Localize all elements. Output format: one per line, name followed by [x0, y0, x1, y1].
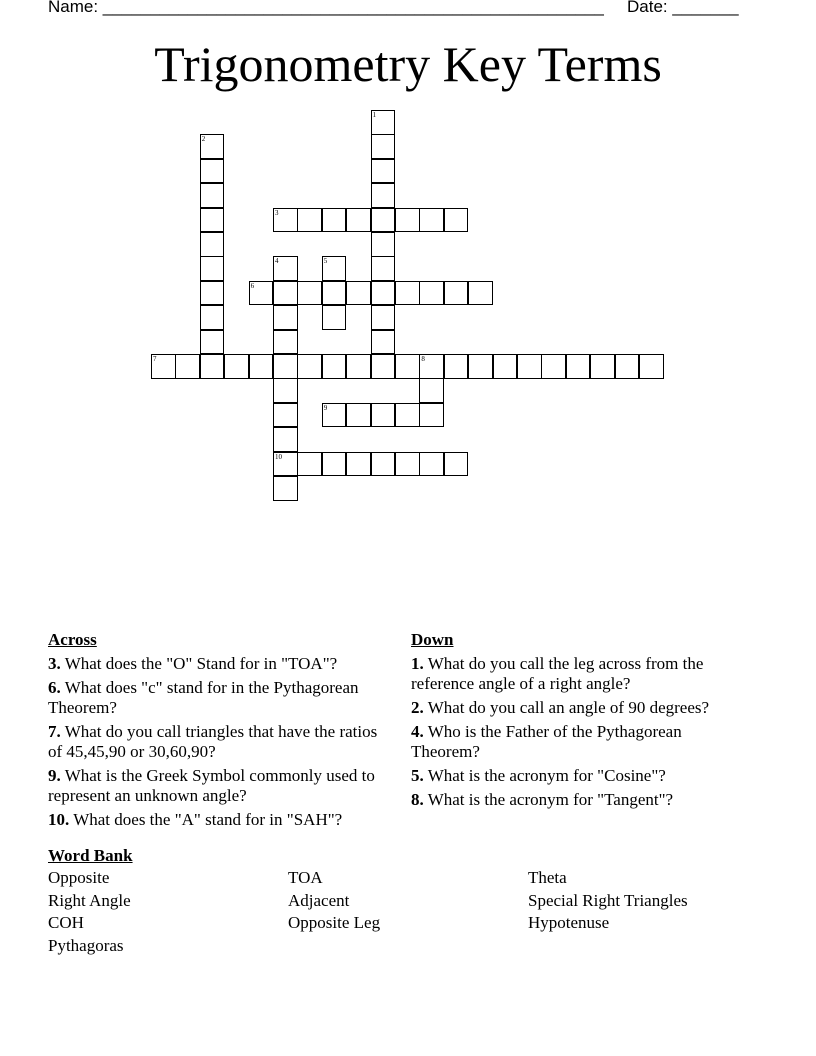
crossword-cell[interactable]	[297, 354, 322, 379]
crossword-cell[interactable]	[371, 330, 396, 355]
crossword-cell[interactable]	[371, 208, 396, 233]
crossword-cell[interactable]	[200, 256, 225, 281]
crossword-cell[interactable]	[517, 354, 542, 379]
clue-text: What does the "A" stand for in "SAH"?	[73, 810, 343, 829]
crossword-cell[interactable]	[273, 452, 298, 477]
clue-text: What do you call the leg across from the reference angle of a right angle?	[411, 654, 704, 693]
crossword-cell[interactable]	[541, 354, 566, 379]
clue-number: 8.	[411, 790, 424, 809]
across-clue	[48, 810, 393, 830]
across-clue	[48, 722, 393, 762]
cell-number: 4	[275, 257, 279, 266]
crossword-cell[interactable]	[444, 452, 469, 477]
crossword-cell[interactable]	[371, 183, 396, 208]
crossword-cell[interactable]	[200, 232, 225, 257]
cell-number: 1	[372, 111, 377, 119]
crossword-cell[interactable]	[371, 110, 396, 135]
down-clues	[411, 630, 741, 814]
crossword-cell[interactable]	[322, 281, 347, 306]
crossword-cell[interactable]	[371, 305, 396, 330]
word-bank-item: Opposite Leg	[288, 913, 381, 933]
clue-text: What do you call an angle of 90 degrees?	[427, 698, 710, 717]
crossword-cell[interactable]	[249, 354, 274, 379]
crossword-cell[interactable]	[395, 208, 420, 233]
down-clue	[411, 722, 741, 762]
crossword-cell[interactable]	[395, 452, 420, 477]
clue-text: What does "c" stand for in the Pythagorean Theorem?	[48, 678, 359, 717]
down-clue	[411, 790, 741, 810]
crossword-cell[interactable]	[346, 403, 371, 428]
word-bank-item: TOA	[288, 868, 323, 887]
cell-number: 5	[323, 257, 328, 266]
crossword-cell[interactable]	[468, 281, 493, 306]
crossword-cell[interactable]	[273, 403, 298, 428]
crossword-cell[interactable]	[371, 256, 396, 281]
crossword-cell[interactable]	[249, 281, 274, 306]
across-clue	[48, 766, 393, 806]
clue-number: 9.	[48, 766, 61, 785]
crossword-cell[interactable]	[273, 208, 298, 233]
clue-number: 3.	[48, 654, 61, 673]
clue-number: 2.	[411, 698, 424, 717]
clue-text: What is the acronym for "Tangent"?	[427, 790, 674, 809]
cell-number: 7	[153, 355, 157, 363]
crossword-cell[interactable]	[346, 281, 371, 306]
crossword-cell[interactable]	[273, 330, 298, 355]
name-field-line: Name: _____________________________________________________	[48, 0, 604, 16]
clue-text: Who is the Father of the Pythagorean Theorem?	[411, 722, 682, 761]
crossword-cell[interactable]	[322, 256, 347, 281]
crossword-cell[interactable]	[297, 208, 322, 233]
crossword-cell[interactable]	[273, 354, 298, 379]
word-bank-item: COH	[48, 913, 84, 933]
word-bank-item: Pythagoras	[48, 935, 124, 955]
date-field-line: Date: _______	[627, 0, 739, 16]
crossword-cell[interactable]	[419, 354, 444, 379]
crossword-cell[interactable]	[297, 452, 322, 477]
crossword-cell[interactable]	[297, 281, 322, 306]
crossword-cell[interactable]	[419, 452, 444, 477]
clue-number: 5.	[411, 766, 424, 785]
word-bank-item: Adjacent	[288, 890, 350, 910]
cell-number: 3	[275, 208, 279, 217]
crossword-cell[interactable]	[371, 134, 396, 159]
clue-text: What is the acronym for "Cosine"?	[427, 766, 666, 785]
word-bank-heading: Word Bank	[48, 846, 133, 865]
crossword-cell[interactable]	[151, 354, 176, 379]
crossword-cell[interactable]	[371, 452, 396, 477]
crossword-cell[interactable]	[615, 354, 640, 379]
clue-number: 10.	[48, 810, 70, 829]
crossword-cell[interactable]	[371, 403, 396, 428]
crossword-cell[interactable]	[200, 183, 225, 208]
crossword-cell[interactable]	[346, 208, 371, 233]
cell-number: 9	[323, 403, 328, 412]
crossword-cell[interactable]	[322, 452, 347, 477]
crossword-cell[interactable]	[273, 256, 298, 281]
down-clue	[411, 766, 741, 786]
cell-number: 2	[201, 135, 206, 144]
crossword-cell[interactable]	[273, 476, 298, 501]
word-bank-item: Special Right Triangles	[528, 890, 688, 910]
down-clue	[411, 698, 741, 718]
cell-number: 6	[250, 281, 255, 290]
down-heading: Down	[411, 630, 454, 649]
crossword-cell[interactable]	[493, 354, 518, 379]
crossword-cell[interactable]	[200, 305, 225, 330]
clue-text: What is the Greek Symbol commonly used to represent an unknown angle?	[48, 766, 375, 805]
crossword-cell[interactable]	[200, 281, 225, 306]
cell-number: 8	[421, 355, 425, 363]
clue-text: What does the "O" Stand for in "TOA"?	[64, 654, 338, 673]
word-bank	[48, 846, 768, 956]
crossword-cell[interactable]	[395, 354, 420, 379]
word-bank-item: Theta	[528, 868, 567, 887]
crossword-cell[interactable]	[419, 378, 444, 403]
crossword-cell[interactable]	[371, 354, 396, 379]
word-bank-item: Hypotenuse	[528, 913, 610, 933]
clue-number: 1.	[411, 654, 424, 673]
crossword-cell[interactable]	[639, 354, 664, 379]
cell-number: 10	[275, 452, 282, 461]
crossword-cell[interactable]	[175, 354, 200, 379]
crossword-cell[interactable]	[322, 305, 347, 330]
crossword-cell[interactable]	[419, 281, 444, 306]
crossword-cell[interactable]	[200, 208, 225, 233]
crossword-cell[interactable]	[322, 354, 347, 379]
across-clues	[48, 630, 393, 834]
across-heading: Across	[48, 630, 97, 649]
crossword-cell[interactable]	[346, 354, 371, 379]
crossword-cell[interactable]	[200, 330, 225, 355]
crossword-cell[interactable]	[322, 403, 347, 428]
crossword-cell[interactable]	[590, 354, 615, 379]
crossword-cell[interactable]	[273, 305, 298, 330]
across-clue	[48, 678, 393, 718]
across-clue	[48, 654, 393, 674]
word-bank-item: Opposite	[48, 868, 110, 887]
down-clue	[411, 654, 741, 694]
crossword-cell[interactable]	[444, 281, 469, 306]
word-bank-list	[48, 868, 768, 956]
clue-number: 6.	[48, 678, 61, 697]
crossword-cell[interactable]	[395, 403, 420, 428]
crossword-cell[interactable]	[200, 134, 225, 159]
crossword-cell[interactable]	[273, 378, 298, 403]
clue-number: 7.	[48, 722, 61, 741]
crossword-cell[interactable]	[200, 159, 225, 184]
crossword-cell[interactable]	[224, 354, 249, 379]
crossword-cell[interactable]	[395, 281, 420, 306]
crossword-cell[interactable]	[419, 403, 444, 428]
crossword-cell[interactable]	[419, 208, 444, 233]
crossword-cell[interactable]	[371, 281, 396, 306]
crossword-cell[interactable]	[444, 208, 469, 233]
crossword-cell[interactable]	[322, 208, 347, 233]
crossword-cell[interactable]	[273, 281, 298, 306]
crossword-cell[interactable]	[273, 427, 298, 452]
page-title: Trigonometry Key Terms	[154, 36, 662, 92]
crossword-cell[interactable]	[371, 159, 396, 184]
clue-number: 4.	[411, 722, 424, 741]
crossword-cell[interactable]	[566, 354, 591, 379]
clue-text: What do you call triangles that have the ratios of 45,45,90 or 30,60,90?	[48, 722, 378, 761]
word-bank-item: Right Angle	[48, 890, 131, 910]
crossword-cell[interactable]	[200, 354, 225, 379]
crossword-cell[interactable]	[468, 354, 493, 379]
crossword-cell[interactable]	[444, 354, 469, 379]
crossword-cell[interactable]	[346, 452, 371, 477]
crossword-cell[interactable]	[371, 232, 396, 257]
